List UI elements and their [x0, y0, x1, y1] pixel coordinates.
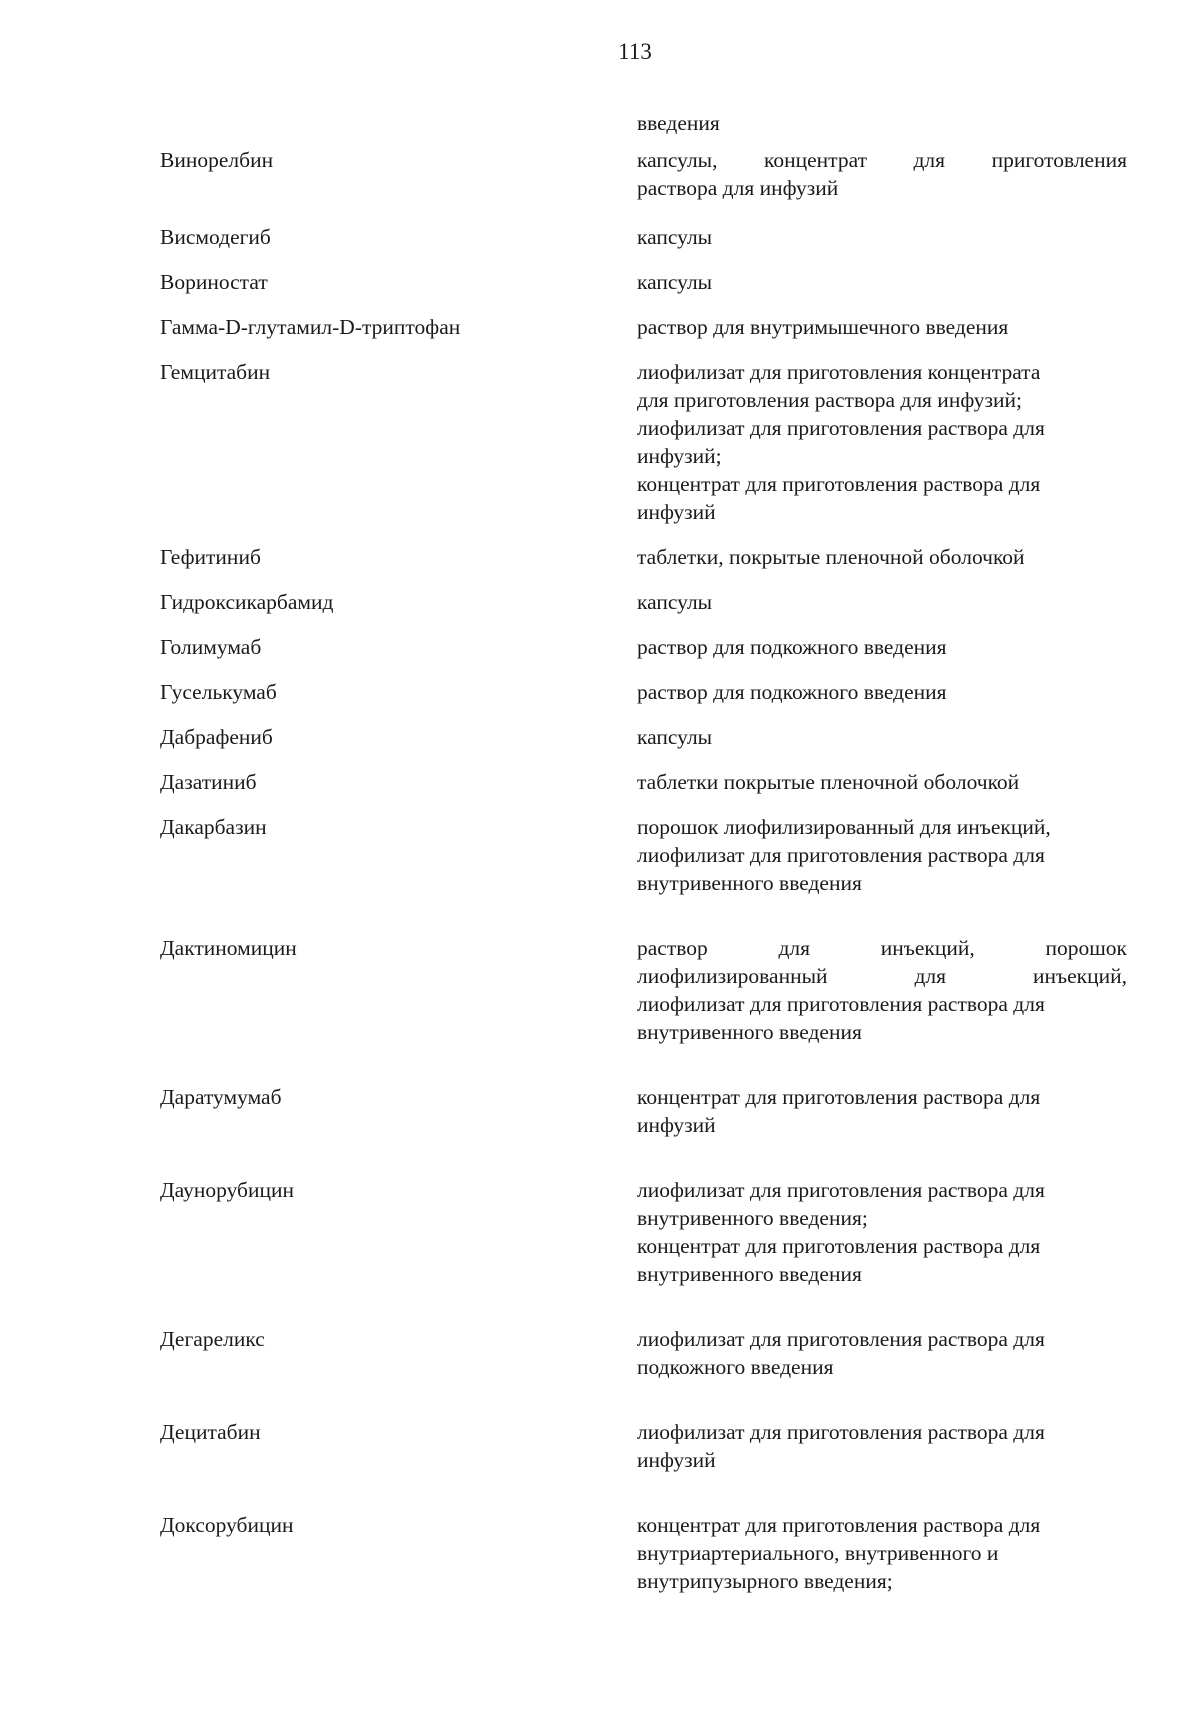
drug-name: Винорелбин [160, 148, 274, 172]
dosage-form-line: концентрат для приготовления раствора для [637, 1085, 1041, 1109]
table-row [160, 543, 1135, 571]
dosage-form-line: введения [637, 111, 720, 135]
dosage-form [637, 223, 1127, 251]
dosage-form-line: внутривенного введения [637, 1262, 862, 1286]
dosage-form-line: таблетки, покрытые пленочной оболочкой [637, 545, 1025, 569]
dosage-form-line: капсулы [637, 590, 713, 614]
dosage-form [637, 934, 1127, 1046]
drug-name: Голимумаб [160, 635, 262, 659]
drug-name: Даратумумаб [160, 1085, 282, 1109]
table-row [160, 633, 1135, 661]
table-row [160, 768, 1135, 796]
dosage-form-line: лиофилизированный для инъекций, [637, 964, 1127, 988]
dosage-form-line: таблетки покрытые пленочной оболочкой [637, 770, 1020, 794]
dosage-form-line: лиофилизат для приготовления концентрата [637, 360, 1041, 384]
table-row [160, 313, 1135, 341]
dosage-form-line: лиофилизат для приготовления раствора для [637, 1178, 1045, 1202]
dosage-form-line: порошок лиофилизированный для инъекций, [637, 815, 1051, 839]
table-row [160, 109, 1135, 137]
table-row [160, 1511, 1135, 1595]
dosage-form [637, 1325, 1127, 1381]
dosage-form [637, 1083, 1127, 1139]
dosage-form [637, 358, 1127, 526]
dosage-form [637, 543, 1127, 571]
table-row [160, 1325, 1135, 1381]
dosage-form-line: концентрат для приготовления раствора для [637, 1234, 1041, 1258]
dosage-form [637, 678, 1127, 706]
dosage-form-line: внутриартериального, внутривенного и [637, 1541, 999, 1565]
drug-table [160, 109, 1135, 1595]
dosage-form-line: инфузий [637, 1448, 716, 1472]
dosage-form-line: для приготовления раствора для инфузий; [637, 388, 1022, 412]
table-row [160, 813, 1135, 897]
drug-name: Дабрафениб [160, 725, 273, 749]
dosage-form-line: капсулы [637, 225, 713, 249]
dosage-form-line: лиофилизат для приготовления раствора для [637, 843, 1045, 867]
dosage-form [637, 813, 1127, 897]
dosage-form-line: лиофилизат для приготовления раствора для [637, 992, 1045, 1016]
table-row [160, 1418, 1135, 1474]
table-row [160, 268, 1135, 296]
dosage-form-line: раствор для подкожного введения [637, 680, 947, 704]
dosage-form-line: концентрат для приготовления раствора для [637, 472, 1041, 496]
dosage-form-line: внутривенного введения [637, 871, 862, 895]
table-row [160, 723, 1135, 751]
dosage-form-line: инфузий [637, 1113, 716, 1137]
dosage-form-line: капсулы, концентрат для приготовления [637, 148, 1127, 172]
table-row [160, 358, 1135, 526]
drug-name: Дакарбазин [160, 815, 267, 839]
dosage-form-line: инфузий [637, 500, 716, 524]
dosage-form [637, 768, 1127, 796]
dosage-form-line: внутрипузырного введения; [637, 1569, 893, 1593]
dosage-form-line: концентрат для приготовления раствора для [637, 1513, 1041, 1537]
dosage-form-line: лиофилизат для приготовления раствора для [637, 416, 1045, 440]
dosage-form-line: лиофилизат для приготовления раствора для [637, 1327, 1045, 1351]
table-row [160, 146, 1135, 202]
dosage-form [637, 109, 1127, 137]
drug-name: Гемцитабин [160, 360, 271, 384]
drug-name: Децитабин [160, 1420, 261, 1444]
dosage-form [637, 723, 1127, 751]
drug-name: Висмодегиб [160, 225, 271, 249]
dosage-form [637, 268, 1127, 296]
drug-name: Вориностат [160, 270, 268, 294]
dosage-form-line: внутривенного введения [637, 1020, 862, 1044]
table-row [160, 1083, 1135, 1139]
drug-name: Доксорубицин [160, 1513, 294, 1537]
drug-name: Дазатиниб [160, 770, 257, 794]
drug-name: Гамма-D-глутамил-D-триптофан [160, 315, 461, 339]
drug-name: Гуселькумаб [160, 680, 277, 704]
dosage-form [637, 633, 1127, 661]
dosage-form-line: подкожного введения [637, 1355, 834, 1379]
dosage-form [637, 313, 1127, 341]
dosage-form-line: раствор для внутримышечного введения [637, 315, 1009, 339]
dosage-form [637, 588, 1127, 616]
dosage-form-line: лиофилизат для приготовления раствора для [637, 1420, 1045, 1444]
drug-name: Дегареликс [160, 1327, 265, 1351]
drug-name: Даунорубицин [160, 1178, 295, 1202]
dosage-form-line: капсулы [637, 270, 713, 294]
dosage-form-line: раствора для инфузий [637, 176, 839, 200]
table-row [160, 223, 1135, 251]
drug-name: Гидроксикарбамид [160, 590, 334, 614]
table-row [160, 934, 1135, 1046]
table-row [160, 588, 1135, 616]
dosage-form-line: инфузий; [637, 444, 722, 468]
dosage-form-line: капсулы [637, 725, 713, 749]
dosage-form [637, 1511, 1127, 1595]
dosage-form-line: внутривенного введения; [637, 1206, 868, 1230]
drug-name: Гефитиниб [160, 545, 261, 569]
dosage-form [637, 146, 1127, 202]
page-number: 113 [618, 39, 652, 64]
dosage-form [637, 1176, 1127, 1288]
drug-name: Дактиномицин [160, 936, 297, 960]
table-row [160, 678, 1135, 706]
dosage-form-line: раствор для инъекций, порошок [637, 936, 1127, 960]
table-row [160, 1176, 1135, 1288]
dosage-form [637, 1418, 1127, 1474]
dosage-form-line: раствор для подкожного введения [637, 635, 947, 659]
